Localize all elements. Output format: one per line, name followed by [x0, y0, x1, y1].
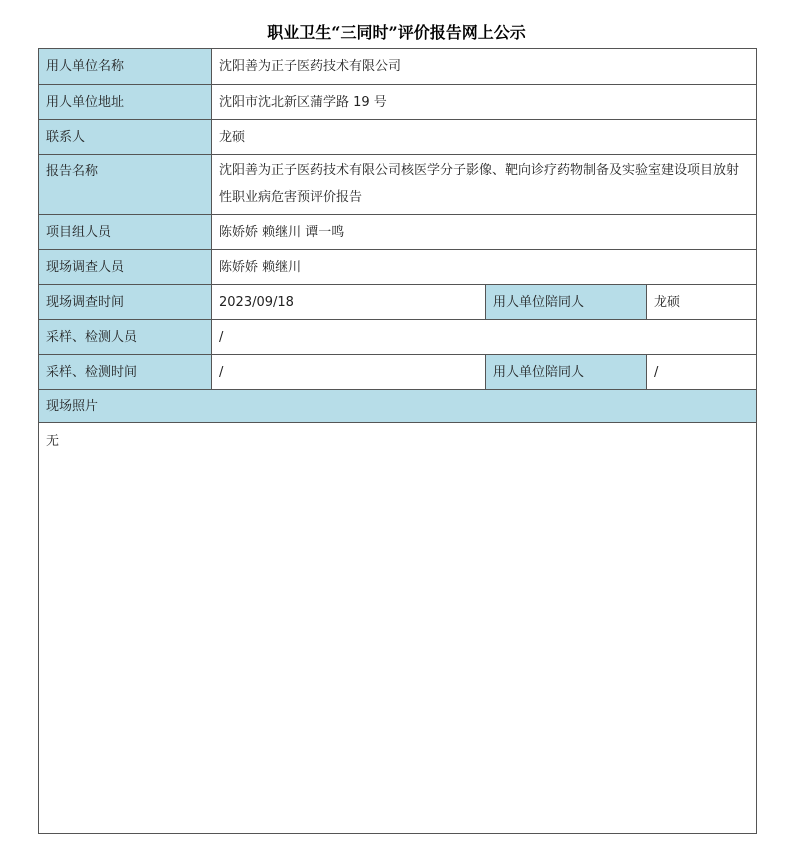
site-investigators-value: 陈娇娇 赖继川 — [212, 250, 756, 285]
team-members-label: 项目组人员 — [39, 215, 212, 250]
page-title: 职业卫生“三同时”评价报告网上公示 — [267, 23, 526, 42]
sampling-escort-value: / — [647, 355, 756, 390]
employer-address-label: 用人单位地址 — [39, 85, 212, 120]
sampling-time-value: / — [212, 355, 486, 390]
survey-escort-label: 用人单位陪同人 — [486, 285, 647, 320]
site-photos-label: 现场照片 — [39, 390, 756, 423]
employer-name-value: 沈阳善为正子医药技术有限公司 — [212, 49, 756, 85]
site-photos-value: 无 — [46, 434, 60, 449]
report-name-value: 沈阳善为正子医药技术有限公司核医学分子影像、靶向诊疗药物制备及实验室建设项目放射性职业病危害预评价报告 — [212, 155, 756, 215]
contact-value: 龙硕 — [212, 120, 756, 155]
sampling-escort-label: 用人单位陪同人 — [486, 355, 647, 390]
contact-label: 联系人 — [39, 120, 212, 155]
sampling-time-label: 采样、检测时间 — [39, 355, 212, 390]
report-name-label: 报告名称 — [39, 155, 212, 215]
survey-time-label: 现场调查时间 — [39, 285, 212, 320]
sampling-staff-label: 采样、检测人员 — [39, 320, 212, 355]
team-members-value: 陈娇娇 赖继川 谭一鸣 — [212, 215, 756, 250]
disclosure-form — [38, 48, 757, 834]
site-investigators-label: 现场调查人员 — [39, 250, 212, 285]
sampling-staff-value: / — [212, 320, 756, 355]
employer-address-value: 沈阳市沈北新区蒲学路 19 号 — [212, 85, 756, 120]
employer-name-label: 用人单位名称 — [39, 49, 212, 85]
survey-time-value: 2023/09/18 — [212, 285, 486, 320]
survey-escort-value: 龙硕 — [647, 285, 756, 320]
